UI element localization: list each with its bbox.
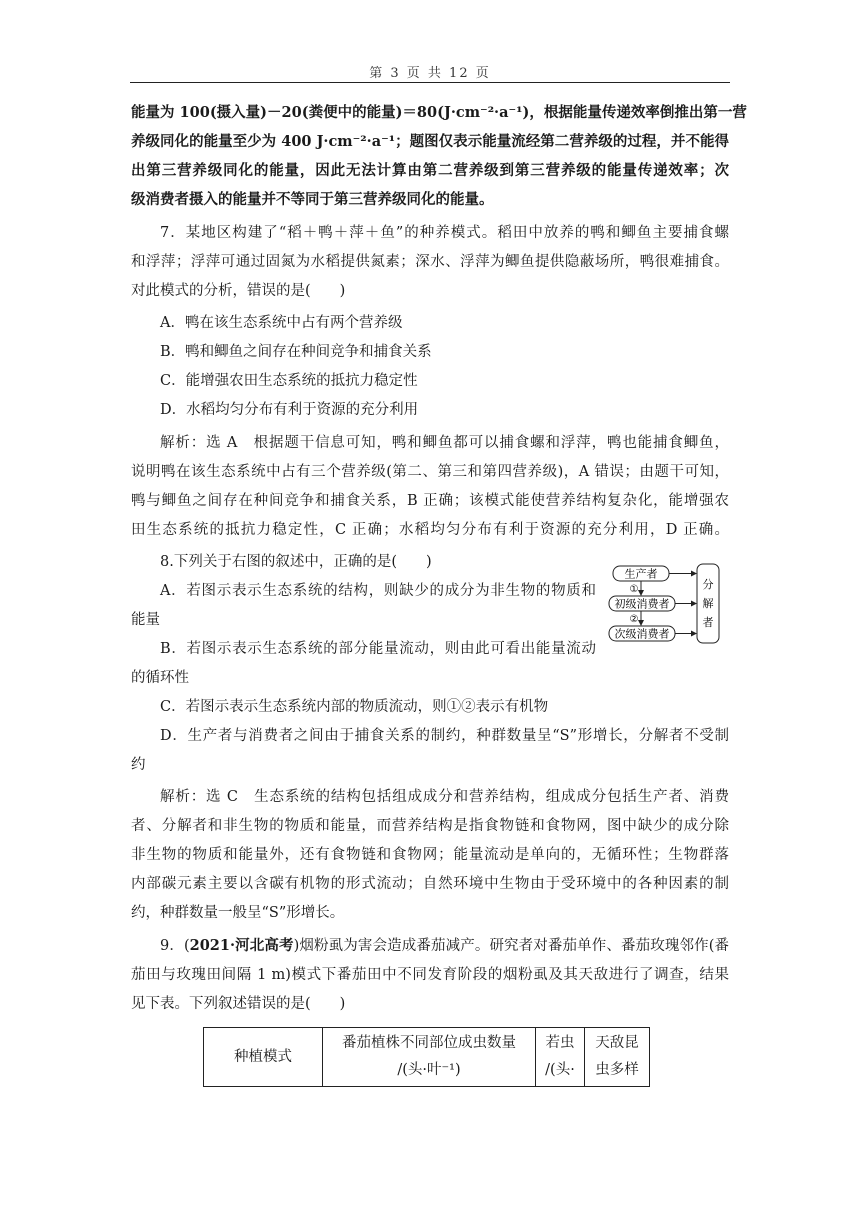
question-source: 2021·河北高考 — [189, 937, 294, 954]
text-line: 出第三营养级同化的能量，因此无法计算由第二营养级到第三营养级的能量传递效率；次 — [131, 162, 729, 179]
option-c: C．若图示表示生态系统内部的物质流动，则①②表示有机物 — [160, 699, 549, 715]
arrow-2-label: ② — [629, 614, 639, 625]
decomposer-char: 解 — [702, 597, 714, 610]
text-line: 级消费者摄入的能量并不等同于第三营养级同化的能量。 — [131, 191, 494, 208]
analysis-line: 解析：选 C 生态系统的结构包括组成成分和营养结构，组成成分包括生产者、消费 — [160, 789, 729, 805]
analysis-line: 田生态系统的抵抗力稳定性，C 正确；水稻均匀分布有利于资源的充分利用，D 正确。 — [131, 522, 729, 538]
analysis-line: 者、分解者和非生物的物质和能量，而营养结构是指食物链和食物网，图中缺少的成分除 — [131, 818, 729, 834]
arrow-1-label: ① — [629, 584, 639, 595]
text-line: 养级同化的能量至少为 400 J·cm⁻²·a⁻¹；题图仅表示能量流经第二营养级的过程，并不能得 — [131, 133, 729, 150]
text-line: 能量为 100(摄入量)－20(粪便中的能量)＝80(J·cm⁻²·a⁻¹)，根据能量传递效率倒推出第一营 — [131, 104, 747, 121]
header-enemy-diversity: 天敌昆 虫多样 — [585, 1028, 650, 1087]
food-chain-diagram — [607, 562, 729, 646]
question-7-stem: 7．某地区构建了“稻＋鸭＋萍＋鱼”的种养模式。稻田中放养的鸭和鲫鱼主要捕食螺 — [160, 225, 729, 241]
option-b: B．鸭和鲫鱼之间存在种间竞争和捕食关系 — [160, 344, 432, 360]
option-c: C．能增强农田生态系统的抵抗力稳定性 — [160, 373, 418, 389]
question-9-stem: 9．(2021·河北高考)烟粉虱为害会造成番茄减产。研究者对番茄单作、番茄玫瑰邻作(番 — [160, 937, 729, 954]
option-a: 能量 — [131, 612, 160, 628]
producer-label: 生产者 — [624, 567, 658, 581]
analysis-line: 非生物的物质和能量外，还有食物链和食物网；能量流动是单向的，无循环性；生物群落 — [131, 847, 729, 863]
analysis-line: 约，种群数量一般呈“S”形增长。 — [131, 905, 345, 921]
option-d: D．水稻均匀分布有利于资源的充分利用 — [160, 402, 419, 418]
question-8-stem: 8.下列关于右图的叙述中，正确的是( ) — [160, 554, 432, 570]
secondary-consumer-label: 次级消费者 — [614, 627, 670, 641]
header-adult-count: 番茄植株不同部位成虫数量 /(头·叶⁻¹) — [323, 1028, 536, 1087]
option-b: B．若图示表示生态系统的部分能量流动，则由此可看出能量流动 — [160, 641, 596, 657]
header-nymph-count: 若虫 /(头· — [536, 1028, 585, 1087]
decomposer-char: 分 — [702, 578, 714, 591]
option-a: A．若图示表示生态系统的结构，则缺少的成分为非生物的物质和 — [160, 583, 596, 599]
survey-table — [203, 1027, 650, 1087]
option-d: D．生产者与消费者之间由于捕食关系的制约，种群数量呈“S”形增长，分解者不受制 — [160, 728, 729, 744]
decomposer-char: 者 — [702, 616, 714, 629]
question-9-stem: 茄田与玫瑰田间隔 1 m)模式下番茄田中不同发育阶段的烟粉虱及其天敌进行了调查，结果 — [131, 967, 729, 983]
analysis-line: 鸭与鲫鱼之间存在种间竞争和捕食关系，B 正确；该模式能使营养结构复杂化，能增强农 — [131, 493, 729, 509]
header-planting-mode: 种植模式 — [204, 1028, 323, 1087]
analysis-line: 内部碳元素主要以含碳有机物的形式流动；自然环境中生物由于受环境中的各种因素的制 — [131, 876, 729, 892]
analysis-line: 说明鸭在该生态系统中占有三个营养级(第二、第三和第四营养级)，A 错误；由题干可知， — [131, 464, 729, 480]
question-9-stem: 见下表。下列叙述错误的是( ) — [131, 996, 346, 1012]
analysis-line: 解析：选 A 根据题干信息可知，鸭和鲫鱼都可以捕食螺和浮萍，鸭也能捕食鲫鱼， — [160, 435, 729, 451]
option-d: 约 — [131, 757, 146, 773]
question-7-stem: 对此模式的分析，错误的是( ) — [131, 283, 346, 299]
option-b: 的循环性 — [131, 670, 189, 686]
primary-consumer-label: 初级消费者 — [614, 597, 670, 611]
option-a: A．鸭在该生态系统中占有两个营养级 — [160, 315, 403, 331]
page-number-label: 第 3 页 共 12 页 — [369, 66, 491, 81]
question-7-stem: 和浮萍；浮萍可通过固氮为水稻提供氮素；深水、浮萍为鲫鱼提供隐蔽场所，鸭很难捕食。 — [131, 254, 729, 270]
header-divider — [130, 82, 730, 83]
